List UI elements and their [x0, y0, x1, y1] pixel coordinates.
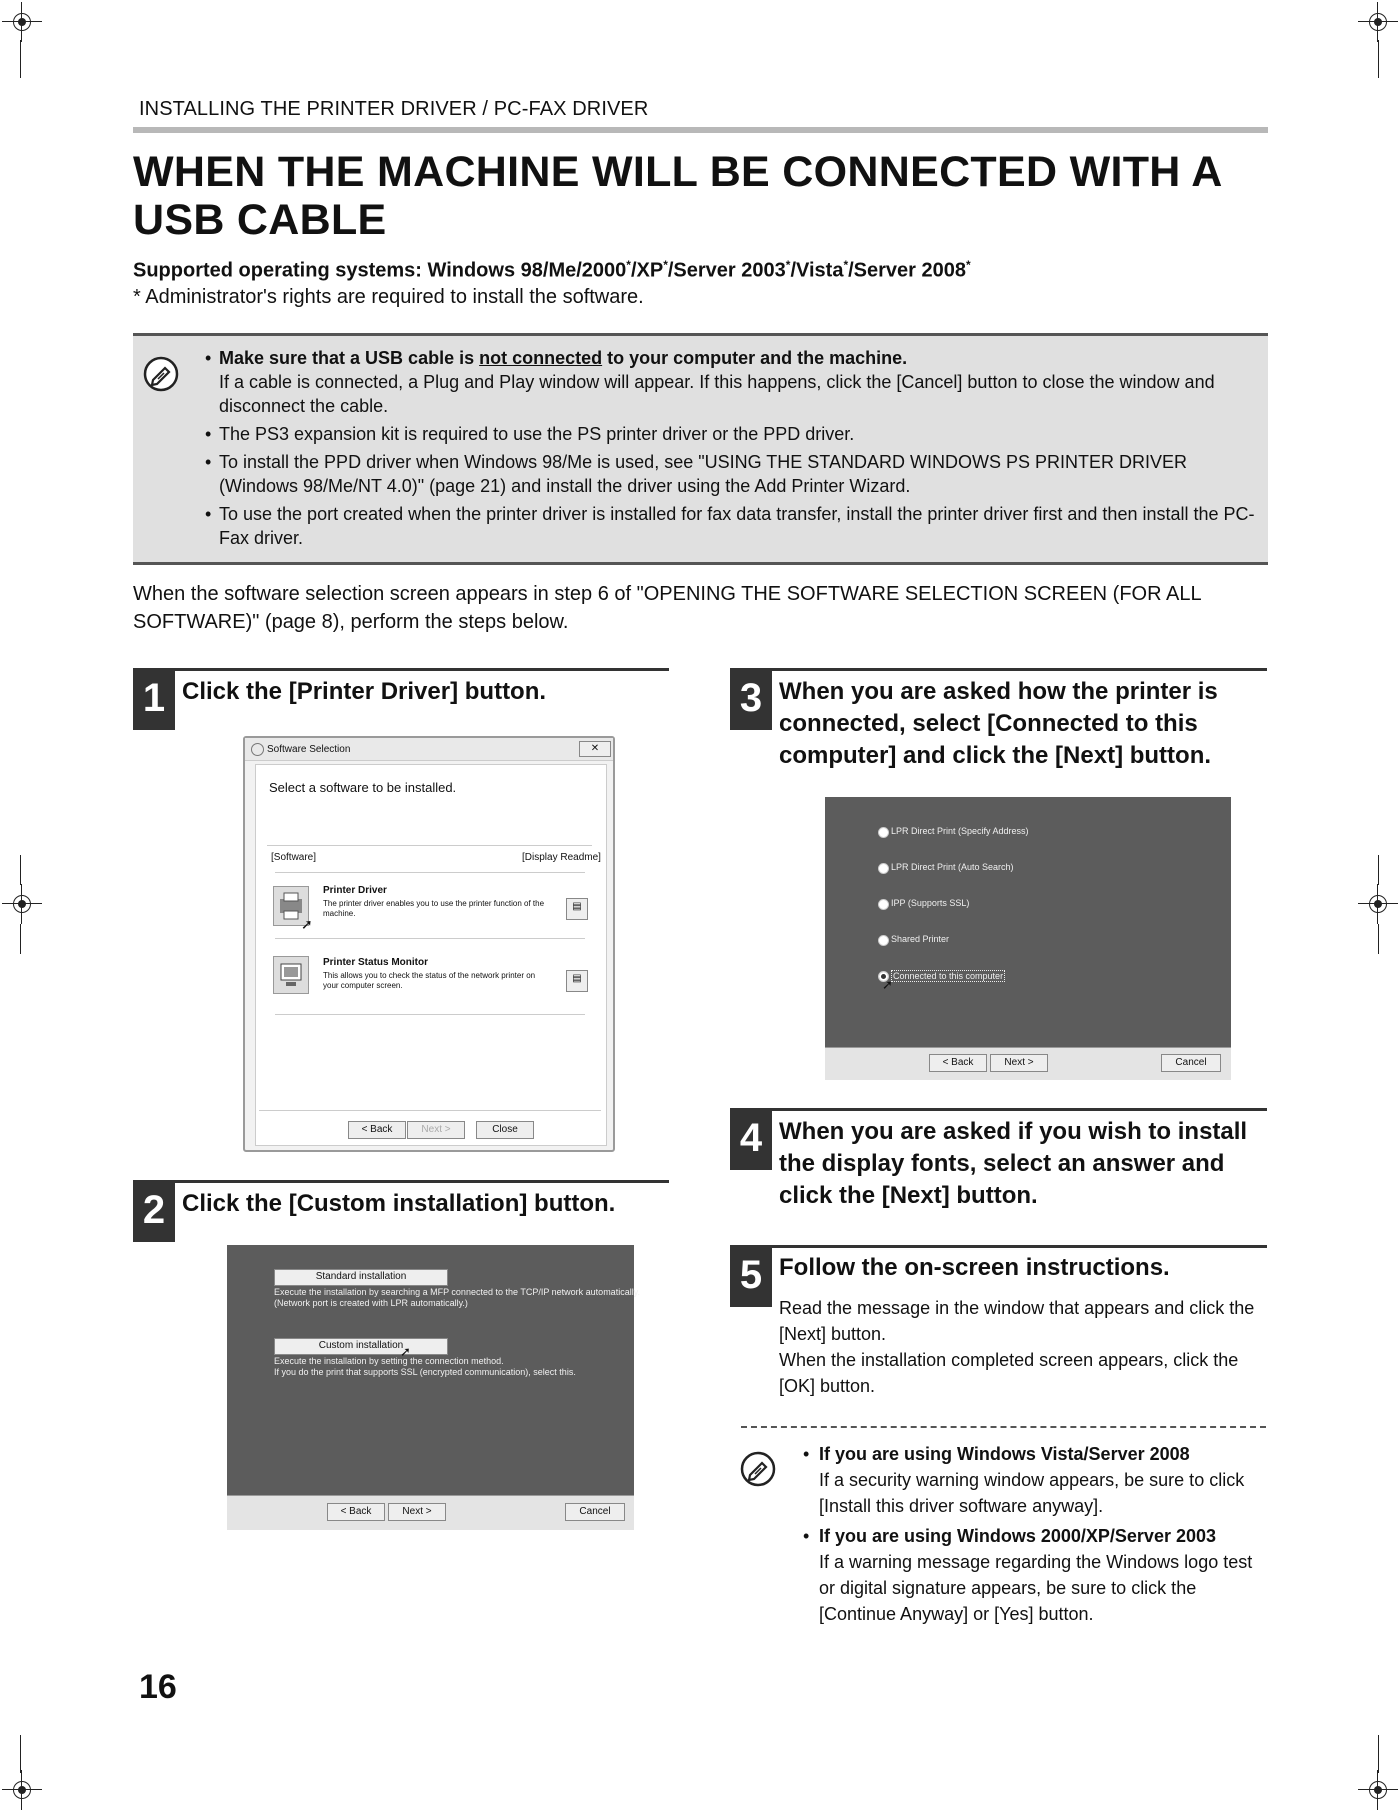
registration-mark-bottom-left [2, 1770, 42, 1810]
step-2-text: Click the [Custom installation] button. [182, 1190, 616, 1217]
software-column-header: [Software] [271, 852, 317, 863]
trim-mark [1378, 1735, 1379, 1773]
cursor-icon: ➚ [882, 977, 893, 992]
readme-button[interactable]: ▤ [566, 970, 588, 992]
header-rule [133, 127, 1268, 133]
ipp-radio[interactable] [878, 899, 889, 910]
connected-to-computer-label: Connected to this computer [893, 971, 1004, 981]
pencil-note-icon [143, 356, 179, 392]
close-window-button[interactable]: ✕ [579, 741, 611, 757]
status-monitor-button[interactable] [273, 956, 309, 994]
note-box [133, 333, 1268, 565]
status-monitor-title: Printer Status Monitor [323, 957, 429, 968]
back-button[interactable]: < Back [327, 1503, 385, 1521]
supported-os-vista: /Vista [790, 259, 844, 282]
status-monitor-icon [274, 957, 308, 993]
step-3-number: 3 [730, 670, 772, 730]
supported-os-server2003: /Server 2003 [667, 259, 786, 282]
installation-type-screenshot [227, 1245, 641, 1529]
lpr-auto-label: LPR Direct Print (Auto Search) [891, 862, 1014, 872]
note-2-text: If a security warning window appears, be sure to click [Install this driver software anyway]. [819, 1470, 1245, 1516]
divider [275, 938, 585, 939]
connection-method-screenshot [825, 797, 1231, 1079]
window-title: Software Selection [267, 744, 351, 755]
lpr-auto-radio[interactable] [878, 863, 889, 874]
note-item: • The PS3 expansion kit is required to use the PS printer driver or the PPD driver. [205, 422, 1255, 446]
note-2-heading: If you are using Windows 2000/XP/Server 2003 [819, 1526, 1217, 1546]
step-1-text: Click the [Printer Driver] button. [182, 678, 547, 705]
trim-mark [1378, 40, 1379, 78]
supported-os-xp: /XP [630, 259, 664, 282]
printer-driver-desc: The printer driver enables you to use the printer function of the [323, 899, 545, 908]
lpr-specify-radio[interactable] [878, 827, 889, 838]
trim-mark [20, 40, 21, 78]
note-item: • To use the port created when the printer driver is installed for fax data transfer, install the printer driver first and then install the PC-Fax driver. [205, 502, 1255, 550]
printer-driver-title: Printer Driver [323, 885, 387, 896]
close-button[interactable]: Close [476, 1121, 534, 1139]
status-monitor-desc: This allows you to check the status of the network printer on [323, 971, 536, 980]
registration-mark-top-left [2, 2, 42, 42]
asterisk: * [663, 258, 668, 272]
step-5-rule [730, 1245, 1267, 1248]
standard-installation-desc: Execute the installation by searching a MFP connected to the TCP/IP network automatically. [274, 1287, 641, 1297]
custom-installation-desc: If you do the print that supports SSL (encrypted communication), select this. [274, 1367, 576, 1377]
step-5-text: Follow the on-screen instructions. [779, 1254, 1170, 1281]
standard-installation-button[interactable]: Standard installation [274, 1269, 448, 1286]
trim-mark [20, 1735, 21, 1773]
step-1-number: 1 [133, 670, 175, 730]
step-3-rule [730, 668, 1267, 671]
step-4-rule [730, 1108, 1267, 1111]
note-b1-underline: not connected [479, 348, 603, 368]
next-button[interactable]: Next > [388, 1503, 446, 1521]
shared-printer-label: Shared Printer [891, 934, 950, 944]
note-b1-body: If a cable is connected, a Plug and Play window will appear. If this happens, click the [Cancel] button to close the window and disconnect the cable. [219, 372, 1215, 416]
divider [259, 1110, 601, 1111]
step-2-number: 2 [133, 1182, 175, 1242]
step-4-text: When you are asked if you wish to install the display fonts, select an answer and click the [Next] button. [779, 1118, 1248, 1209]
step-2-rule [133, 1180, 669, 1183]
readme-column-header: [Display Readme] [522, 852, 601, 863]
pencil-note-icon [740, 1451, 776, 1487]
step-5-number: 5 [730, 1247, 772, 1307]
cursor-icon: ➚ [301, 916, 313, 932]
supported-os-server2008: /Server 2008 [848, 259, 966, 282]
registration-mark-right-middle [1358, 884, 1398, 924]
note-2-list [803, 1441, 1268, 1631]
step-3-text: When you are asked how the printer is connected, select [Connected to this computer] and click the [Next] button. [779, 678, 1218, 769]
note-2-heading: If you are using Windows Vista/Server 2008 [819, 1444, 1190, 1464]
registration-mark-bottom-right [1358, 1770, 1398, 1810]
dashed-separator [741, 1426, 1266, 1428]
page-number: 16 [139, 1668, 177, 1706]
note-2-item [803, 1441, 1268, 1519]
note-item: • To install the PPD driver when Windows 98/Me is used, see "USING THE STANDARD WINDOWS PS PRINTER DRIVER (Windows 98/Me/NT 4.0)" (page 21) and install the driver using the Add Printer Wizard. [205, 450, 1255, 498]
status-monitor-desc: your computer screen. [323, 981, 403, 990]
cursor-icon: ➚ [400, 1344, 411, 1359]
trim-mark [20, 855, 21, 885]
trim-mark [1378, 855, 1379, 885]
app-icon [251, 743, 264, 756]
shared-printer-radio[interactable] [878, 935, 889, 946]
select-prompt: Select a software to be installed. [269, 780, 457, 795]
printer-driver-desc: machine. [323, 909, 356, 918]
step-5-body-line: When the installation completed screen appears, click the [OK] button. [779, 1350, 1239, 1396]
divider [275, 1014, 585, 1015]
standard-installation-desc: (Network port is created with LPR automatically.) [274, 1298, 468, 1308]
cancel-button[interactable]: Cancel [565, 1503, 625, 1521]
step-4-number: 4 [730, 1110, 772, 1170]
custom-installation-desc: Execute the installation by setting the connection method. [274, 1356, 504, 1366]
readme-button[interactable]: ▤ [566, 898, 588, 920]
back-button[interactable]: < Back [348, 1121, 406, 1139]
supported-os-label: Supported operating systems: Windows 98/Me/2000 [133, 259, 627, 282]
cancel-button[interactable]: Cancel [1161, 1054, 1221, 1072]
note-item [205, 346, 1255, 418]
lpr-specify-label: LPR Direct Print (Specify Address) [891, 826, 1029, 836]
asterisk: * [966, 258, 971, 272]
back-button[interactable]: < Back [929, 1054, 987, 1072]
divider [275, 872, 585, 873]
ipp-label: IPP (Supports SSL) [891, 898, 970, 908]
asterisk: * [626, 258, 631, 272]
next-button[interactable]: Next > [990, 1054, 1048, 1072]
divider [267, 845, 592, 846]
supported-os [133, 258, 971, 283]
intro-paragraph: When the software selection screen appears in step 6 of "OPENING THE SOFTWARE SELECTION SCREEN (FOR ALL SOFTWARE)" (page 8), perform the steps below. [133, 583, 1201, 633]
custom-installation-button[interactable]: Custom installation [274, 1338, 448, 1355]
running-header: INSTALLING THE PRINTER DRIVER / PC-FAX DRIVER [139, 98, 649, 120]
note-list [205, 346, 1255, 554]
trim-mark [20, 924, 21, 954]
step-5-body [779, 1295, 1265, 1399]
trim-mark [1378, 924, 1379, 954]
step-5-body-line: Read the message in the window that appears and click the [Next] button. [779, 1298, 1255, 1344]
asterisk: * [785, 258, 791, 272]
note-2-item [803, 1523, 1268, 1627]
admin-note: * Administrator's rights are required to install the software. [133, 286, 644, 308]
asterisk: * [843, 258, 849, 272]
step-1-rule [133, 668, 669, 671]
software-selection-screenshot [243, 736, 615, 1152]
window-content [255, 764, 607, 1146]
note-2-text: If a warning message regarding the Windows logo test or digital signature appears, be sure to click the [Continue Anyway] or [Yes] button. [819, 1552, 1253, 1624]
registration-mark-left-middle [2, 884, 42, 924]
registration-mark-top-right [1358, 2, 1398, 42]
page-title: WHEN THE MACHINE WILL BE CONNECTED WITH A USB CABLE [133, 148, 1222, 244]
note-b1-post: to your computer and the machine. [602, 348, 908, 368]
next-button[interactable]: Next > [407, 1121, 465, 1139]
note-b1-pre: Make sure that a USB cable is [219, 348, 480, 368]
